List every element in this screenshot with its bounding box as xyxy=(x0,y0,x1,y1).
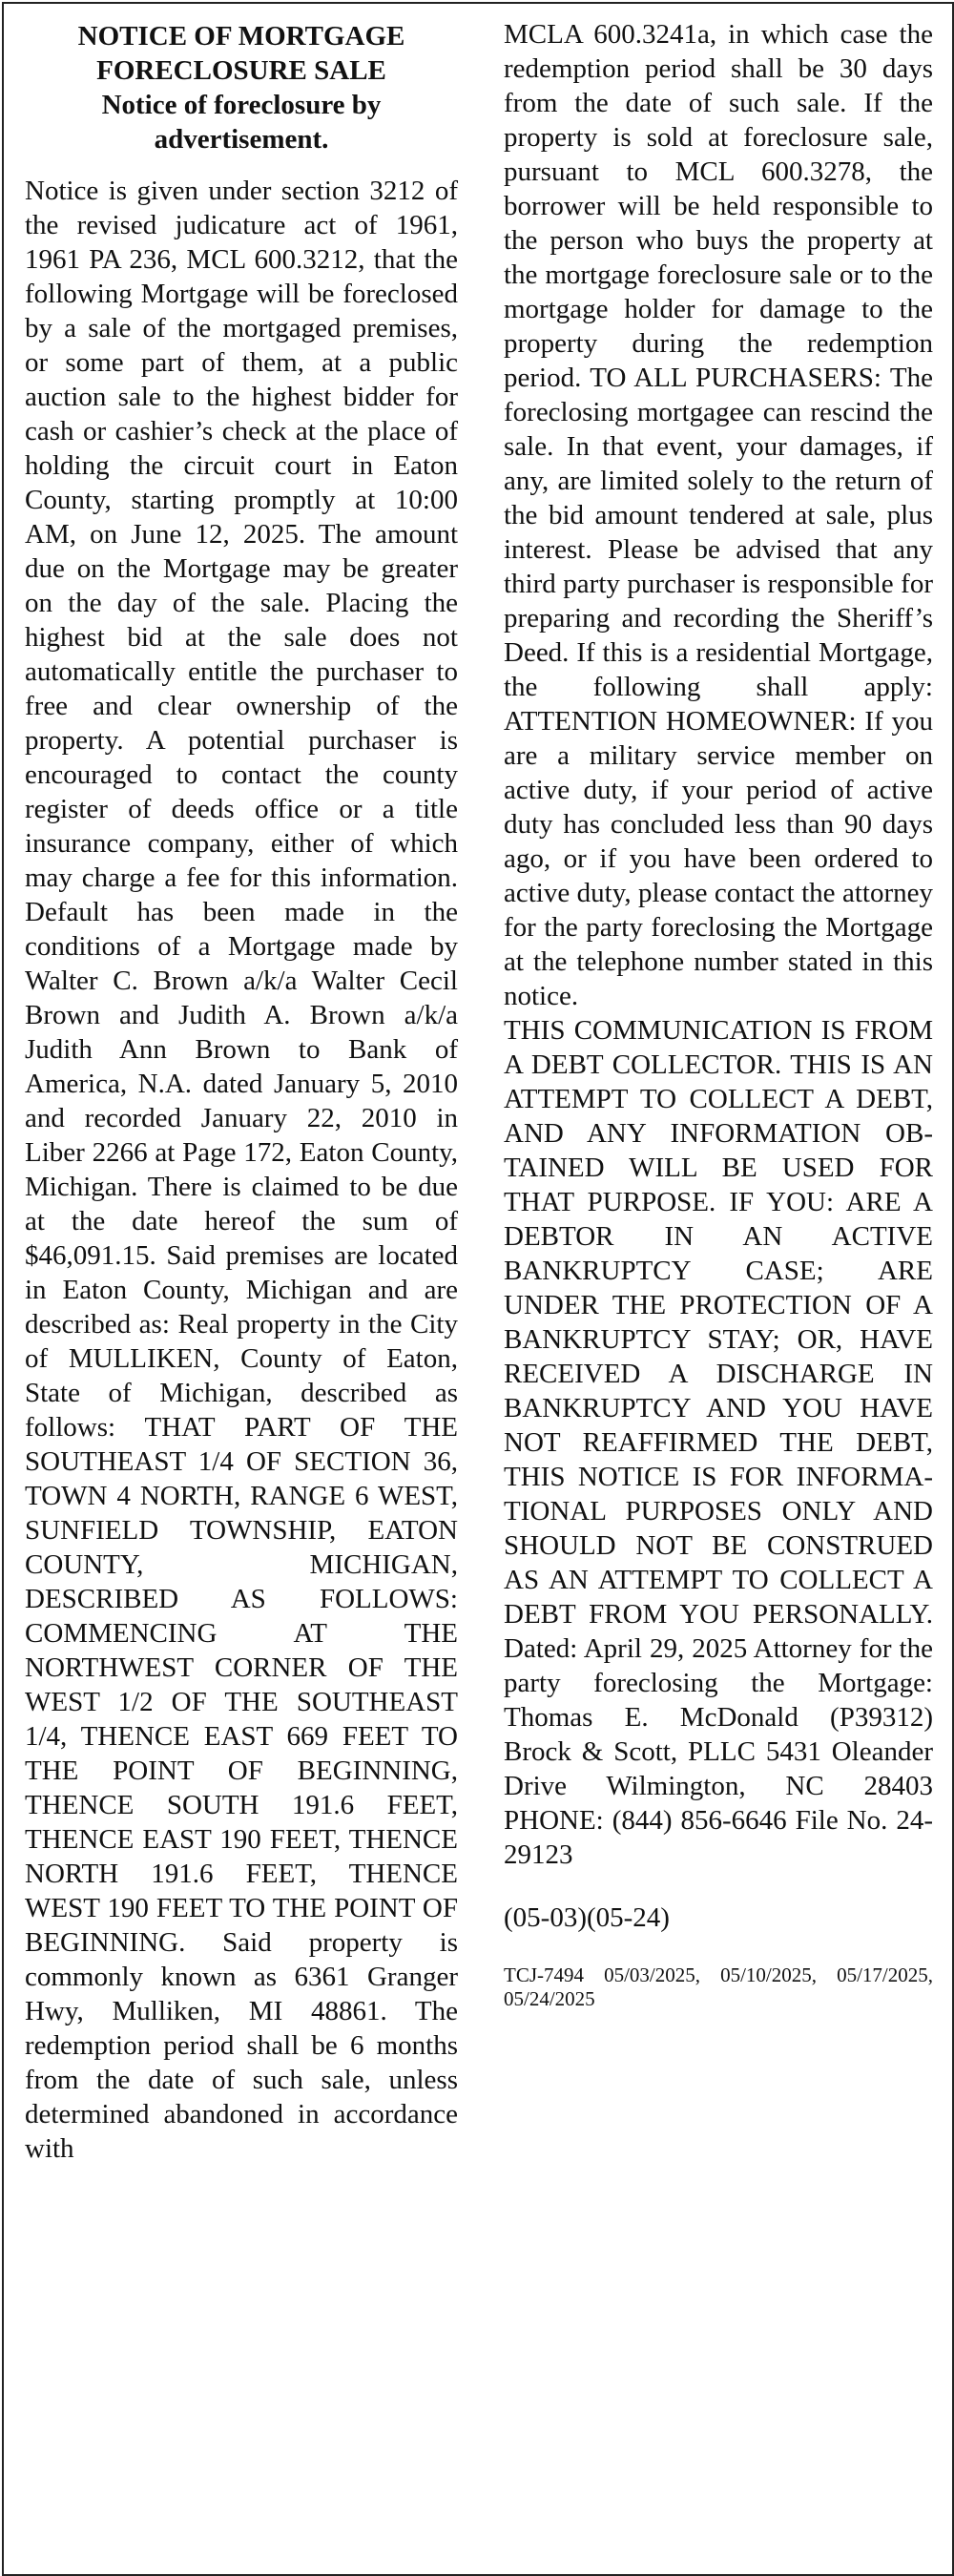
notice-body-right: MCLA 600.3241a, in which case the redemption period shall be 30 days from the date of such sale. If the property is sold at foreclosure sale, pursuant to MCL 600.3278, the borrower will be held responsible to the person who buys the property at the mortgage foreclosure sale or to the mortgage holder for damage to the property during the redemption period. TO ALL PURCHASERS: The foreclosing mortgagee can rescind the sale. In that event, your damages, if any, are limited solely to the return of the bid amount tendered at sale, plus interest. Please be advised that any third party purchaser is responsible for preparing and recording the Sheriff’s Deed. If this is a residential Mortgage, the following shall apply: ATTENTION HOMEOWNER: If you are a military service member on active duty, if your period of active duty has concluded less than 90 days ago, or if you have been ordered to active duty, please contact the attorney for the party foreclosing the Mortgage at the telephone number stated in this notice. xyxy=(504,19,933,1011)
notice-title: NOTICE OF MORTGAGE FORECLOSURE SALE xyxy=(77,21,405,86)
publication-footer: TCJ-7494 05/03/2025, 05/10/2025, 05/17/2025, 05/24/2025 xyxy=(504,1963,933,2010)
notice-box xyxy=(2,2,954,2576)
right-column xyxy=(504,17,933,2011)
debt-collector-notice: THIS COMMUNICATION IS FROM A DEBT COLLECTOR. THIS IS AN ATTEMPT TO COLLECT A DEBT, AND ANY INFORMATION OBTAINED WILL BE USED FOR THAT PURPOSE. IF YOU: ARE A DEBTOR IN AN ACTIVE BANKRUPTCY CASE; ARE UNDER THE PROTECTION OF A BANKRUPTCY STAY; OR, HAVE RECEIVED A DISCHARGE IN BANKRUPTCY AND YOU HAVE NOT REAFFIRMED THE DEBT, THIS NOTICE IS FOR INFORMATIONAL PURPOSES ONLY AND SHOULD NOT BE CONSTRUED AS AN ATTEMPT TO COLLECT A DEBT FROM YOU PERSONALLY. Dated: April 29, 2025 Attorney for the party foreclosing the Mortgage: Thomas E. McDonald (P39312) Brock & Scott, PLLC 5431 Oleander Drive Wilmington, NC 28403 PHONE: (844) 856-6646 File No. 24-29123 xyxy=(504,1015,933,1870)
notice-subtitle: Notice of foreclosure by advertisement. xyxy=(101,90,382,155)
left-column xyxy=(25,17,458,2166)
notice-body-left: Notice is given under section 3212 of the revised judicature act of 1961, 1961 PA 236, MCL 600.3212, that the following Mortgage will be foreclosed by a sale of the mortgaged premises, or some part of them, at a public auction sale to the highest bidder for cash or cashier’s check at the place of holding the circuit court in Eaton County, starting promptly at 10:00 AM, on June 12, 2025. The amount due on the Mortgage may be greater on the day of the sale. Placing the highest bid at the sale does not automatically entitle the purchaser to free and clear ownership of the property. A potential purchaser is encouraged to contact the county register of deeds office or a title insurance company, either of which may charge a fee for this information. Default has been made in the conditions of a Mortgage made by Walter C. Brown a/k/a Walter Cecil Brown and Judith A. Brown a/k/a Judith Ann Brown to Bank of America, N.A. dated January 5, 2010 and recorded January 22, 2010 in Liber 2266 at Page 172, Eaton County, Michigan. There is claimed to be due at the date hereof the sum of $46,091.15. Said premises are located in Eaton County, Michigan and are described as: Real property in the City of MULLIKEN, County of Eaton, State of Michigan, described as follows: THAT PART OF THE SOUTHEAST 1/4 OF SECTION 36, TOWN 4 NORTH, RANGE 6 WEST, SUNFIELD TOWNSHIP, EATON COUNTY, MICHIGAN, DESCRIBED AS FOLLOWS: COMMENCING AT THE NORTHWEST CORNER OF THE WEST 1/2 OF THE SOUTHEAST 1/4, THENCE EAST 669 FEET TO THE POINT OF BEGINNING, THENCE SOUTH 191.6 FEET, THENCE EAST 190 FEET, THENCE NORTH 191.6 FEET, THENCE WEST 190 FEET TO THE POINT OF BEGINNING. Said property is commonly known as 6361 Granger Hwy, Mulliken, MI 48861. The redemption period shall be 6 months from the date of such sale, unless determined abandoned in accordance with xyxy=(25,176,458,2164)
run-dates: (05-03)(05-24) xyxy=(504,1902,670,1933)
